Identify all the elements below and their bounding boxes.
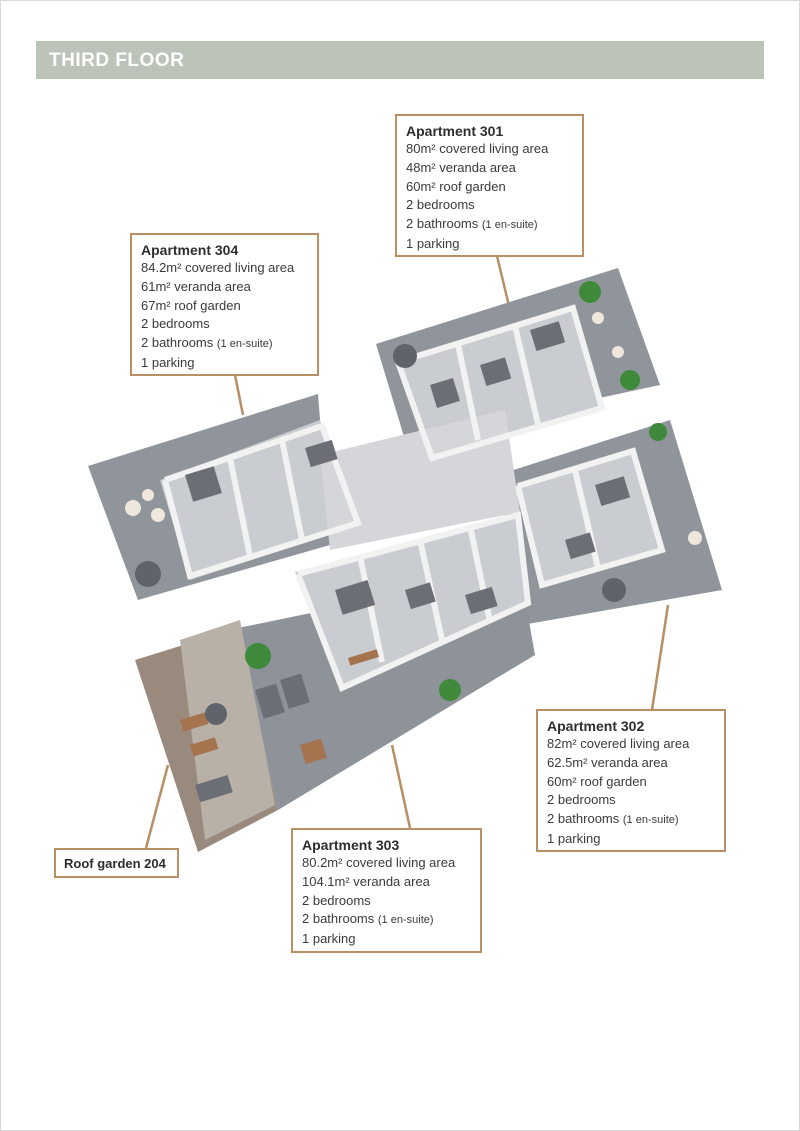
apartment-301-bathrooms-note: (1 en-suite) [481, 219, 538, 232]
page-title: THIRD FLOOR [49, 50, 185, 71]
apartment-301-bedrooms: 2 bedrooms [406, 197, 475, 213]
apartment-302-bathrooms-count: 2 bathrooms [547, 811, 620, 827]
apartment-302-bedrooms: 2 bedrooms [547, 792, 616, 808]
apartment-303-bathrooms-note: (1 en-suite) [377, 914, 434, 927]
apartment-301-covered: 80m² covered living area [406, 141, 549, 156]
apartment-304-bathrooms-note: (1 en-suite) [216, 338, 273, 351]
apartment-301-title: Apartment 301 [406, 123, 504, 139]
apartment-304-bedrooms: 2 bedrooms [141, 316, 210, 332]
apartment-304-title: Apartment 304 [141, 242, 239, 258]
apartment-301-bathrooms [406, 215, 573, 235]
apartment-301-roof: 60m² roof garden [406, 178, 506, 194]
apartment-302-bathrooms-note: (1 en-suite) [622, 814, 679, 827]
apartment-301-parking: 1 parking [406, 235, 460, 251]
apartment-302-parking: 1 parking [547, 830, 601, 846]
apartment-304-roof: 67m² roof garden [141, 297, 241, 313]
apartment-302-card [536, 709, 726, 852]
apartment-302-veranda: 62.5m² veranda area [547, 754, 668, 770]
apartment-303-bedrooms: 2 bedrooms [302, 892, 371, 908]
roof-garden-204-title: Roof garden 204 [64, 856, 166, 871]
apartment-304-parking: 1 parking [141, 354, 195, 370]
apartment-302-roof: 60m² roof garden [547, 773, 647, 789]
apartment-304-covered: 84.2m² covered living area [141, 260, 295, 275]
apartment-301-bathrooms-count: 2 bathrooms [406, 216, 479, 232]
apartment-303-bathrooms-count: 2 bathrooms [302, 911, 375, 927]
apartment-302-covered: 82m² covered living area [547, 736, 690, 751]
apartment-303-covered: 80.2m² covered living area [302, 855, 456, 870]
apartment-303-bathrooms [302, 910, 471, 930]
apartment-301-veranda: 48m² veranda area [406, 159, 516, 175]
apartment-304-bathrooms-count: 2 bathrooms [141, 335, 214, 351]
apartment-302-title: Apartment 302 [547, 718, 645, 734]
apartment-304-card [130, 233, 319, 376]
apartment-304-veranda: 61m² veranda area [141, 278, 251, 294]
roof-garden-204-card [54, 848, 179, 878]
apartment-303-veranda: 104.1m² veranda area [302, 873, 430, 889]
apartment-303-title: Apartment 303 [302, 837, 400, 853]
apartment-304-bathrooms [141, 334, 308, 354]
apartment-302-bathrooms [547, 810, 715, 830]
apartment-303-parking: 1 parking [302, 931, 356, 947]
apartment-301-card [395, 114, 584, 257]
apartment-303-card [291, 828, 482, 953]
